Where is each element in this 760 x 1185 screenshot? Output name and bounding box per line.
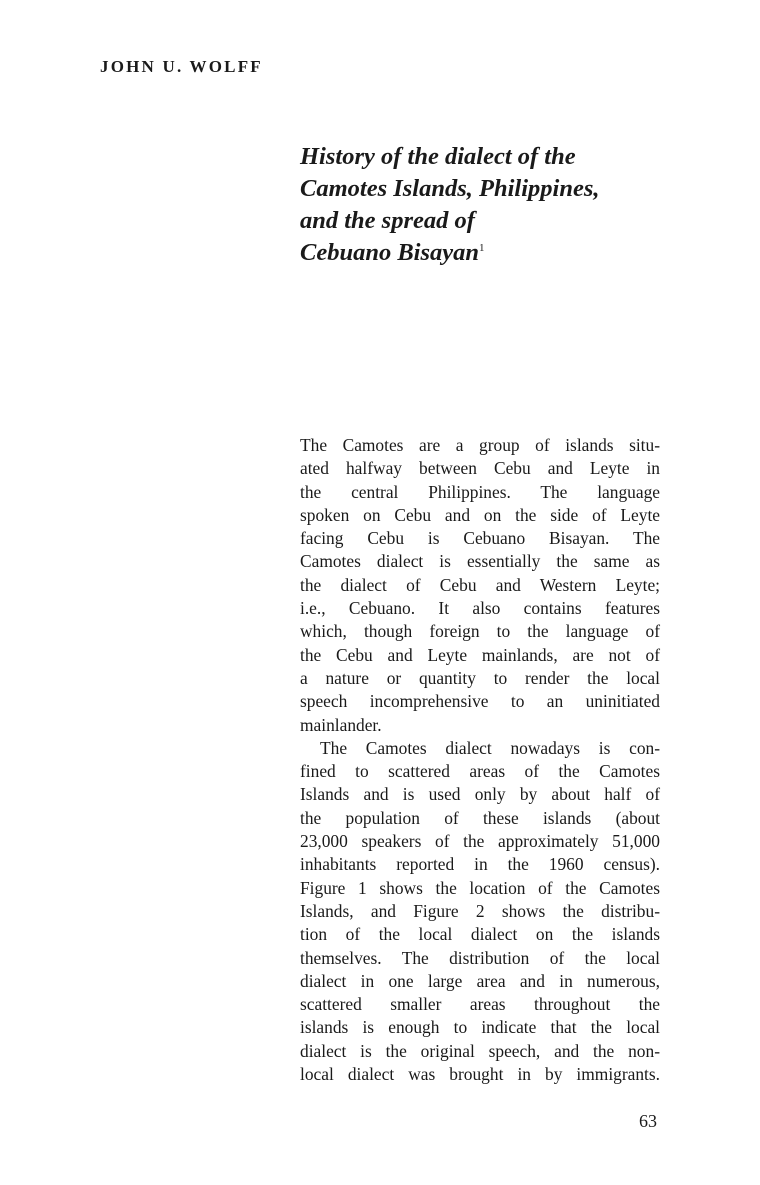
text-line: themselves. The distribution of the local xyxy=(300,947,660,968)
text-line: the Cebu and Leyte mainlands, are not of xyxy=(300,644,660,665)
text-line: 23,000 speakers of the approximately 51,000 xyxy=(300,831,660,852)
text-line: speech incomprehensive to an uninitiated xyxy=(300,691,660,712)
article-title xyxy=(300,141,680,269)
text-line: which, though foreign to the language of xyxy=(300,621,660,642)
text-line: the population of these islands (about xyxy=(300,807,660,828)
text-line: ated halfway between Cebu and Leyte in xyxy=(300,458,660,479)
text-line: a nature or quantity to render the local xyxy=(300,667,660,688)
text-line: facing Cebu is Cebuano Bisayan. The xyxy=(300,528,660,549)
text-line: Islands, and Figure 2 shows the distribu- xyxy=(300,900,660,921)
title-line: and the spread of xyxy=(300,207,475,234)
text-line: dialect is the original speech, and the non- xyxy=(300,1040,660,1061)
text-line: Camotes dialect is essentially the same as xyxy=(300,551,660,572)
running-head-author: JOHN U. WOLFF xyxy=(100,57,263,76)
title-line: History of the dialect of the xyxy=(300,143,576,170)
text-line: tion of the local dialect on the islands xyxy=(300,924,660,945)
text-line: local dialect was brought in by immigrants. xyxy=(300,1064,660,1085)
text-line: Islands and is used only by about half of xyxy=(300,784,660,805)
text-line: the central Philippines. The language xyxy=(300,481,660,502)
text-line: i.e., Cebuano. It also contains features xyxy=(300,598,660,619)
title-line: Camotes Islands, Philippines, xyxy=(300,175,600,202)
text-line: islands is enough to indicate that the local xyxy=(300,1017,660,1038)
text-line: the dialect of Cebu and Western Leyte; xyxy=(300,574,660,595)
paragraph-2 xyxy=(300,737,660,1086)
text-line: The Camotes dialect nowadays is con- xyxy=(320,737,660,758)
text-line: inhabitants reported in the 1960 census). xyxy=(300,854,660,875)
paragraph-1 xyxy=(300,434,660,737)
body-text xyxy=(300,434,660,1086)
text-line: mainlander. xyxy=(300,714,382,735)
text-line: scattered smaller areas throughout the xyxy=(300,994,660,1015)
text-line: dialect in one large area and in numerous, xyxy=(300,970,660,991)
footnote-marker: 1 xyxy=(479,242,485,254)
text-line: spoken on Cebu and on the side of Leyte xyxy=(300,504,660,525)
title-line: Cebuano Bisayan xyxy=(300,239,480,266)
text-line: Figure 1 shows the location of the Camotes xyxy=(300,877,660,898)
page-number: 63 xyxy=(639,1111,657,1131)
title-line-with-footnote xyxy=(300,237,680,269)
text-line: The Camotes are a group of islands situ- xyxy=(300,435,660,455)
text-line: fined to scattered areas of the Camotes xyxy=(300,761,660,782)
